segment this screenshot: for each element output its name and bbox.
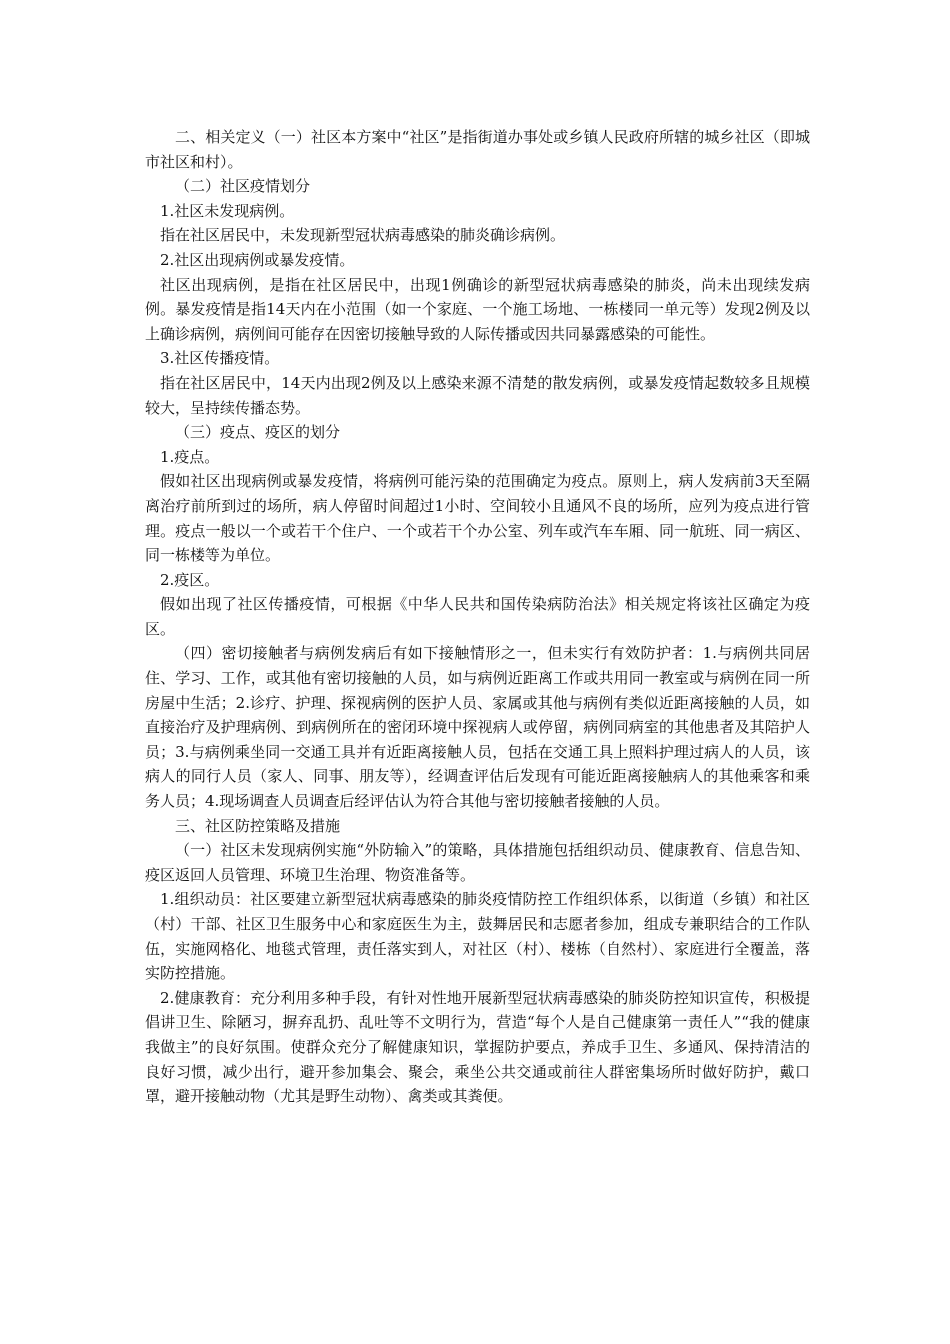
paragraph: 三、社区防控策略及措施 [175, 816, 341, 835]
paragraph: 指在社区居民中，未发现新型冠状病毒感染的肺炎确诊病例。 [160, 226, 566, 245]
paragraph: 指在社区居民中，14天内出现2例及以上感染来源不清楚的散发病例，或暴发疫情起数较多且规模较大，呈持续传播态势。 [145, 373, 810, 417]
paragraph: （三）疫点、疫区的划分 [175, 423, 341, 442]
document-body [145, 125, 810, 1109]
paragraph: 2.社区出现病例或暴发疫情。 [160, 250, 355, 269]
paragraph: 1.组织动员：社区要建立新型冠状病毒感染的肺炎疫情防控工作组织体系，以街道（乡镇）和社区（村）干部、社区卫生服务中心和家庭医生为主，鼓舞居民和志愿者参加，组成专兼职结合的工作队伍，实施网格化、地毯式管理，责任落实到人，对社区（村）、楼栋（自然村）、家庭进行全覆盖，落实防控措施。 [145, 890, 810, 983]
paragraph: 3.社区传播疫情。 [160, 349, 280, 368]
paragraph: 1.社区未发现病例。 [160, 201, 295, 220]
paragraph: （二）社区疫情划分 [175, 177, 311, 196]
paragraph: 2.健康教育：充分利用多种手段，有针对性地开展新型冠状病毒感染的肺炎防控知识宣传，积极提倡讲卫生、除陋习，摒弃乱扔、乱吐等不文明行为，营造“每个人是自己健康第一责任人”“我的健康我做主”的良好氛围。使群众充分了解健康知识，掌握防护要点，养成手卫生、多通风、保持清洁的良好习惯，减少出行，避开参加集会、聚会，乘坐公共交通或前往人群密集场所时做好防护，戴口罩，避开接触动物（尤其是野生动物）、禽类或其粪便。 [145, 988, 810, 1106]
paragraph: （一）社区未发现病例实施“外防输入”的策略，具体措施包括组织动员、健康教育、信息告知、疫区返回人员管理、环境卫生治理、物资准备等。 [145, 841, 810, 884]
paragraph: 社区出现病例，是指在社区居民中，出现1例确诊的新型冠状病毒感染的肺炎，尚未出现续发病例。暴发疫情是指14天内在小范围（如一个家庭、一个施工场地、一栋楼同一单元等）发现2例及以上确诊病例，病例间可能存在因密切接触导致的人际传播或因共同暴露感染的可能性。 [145, 275, 810, 343]
paragraph: 假如社区出现病例或暴发疫情，将病例可能污染的范围确定为疫点。原则上，病人发病前3天至隔离治疗前所到过的场所，病人停留时间超过1小时、空间较小且通风不良的场所，应列为疫点进行管理。疫点一般以一个或若干个住户、一个或若干个办公室、列车或汽车车厢、同一航班、同一病区、同一栋楼等为单位。 [145, 472, 810, 565]
paragraph: （四）密切接触者与病例发病后有如下接触情形之一，但未实行有效防护者：1.与病例共同居住、学习、工作，或其他有密切接触的人员，如与病例近距离工作或共用同一教室或与病例在同一所房屋中生活；2.诊疗、护理、探视病例的医护人员、家属或其他与病例有类似近距离接触的人员，如直接治疗及护理病例、到病例所在的密闭环境中探视病人或停留，病例同病室的其他患者及其陪护人员；3.与病例乘坐同一交通工具并有近距离接触人员，包括在交通工具上照料护理过病人的人员，该病人的同行人员（家人、同事、朋友等），经调查评估后发现有可能近距离接触病人的其他乘客和乘务人员；4.现场调查人员调查后经评估认为符合其他与密切接触者接触的人员。 [145, 644, 810, 811]
paragraph: 二、相关定义（一）社区本方案中“社区”是指街道办事处或乡镇人民政府所辖的城乡社区（即城市社区和村）。 [145, 128, 810, 171]
paragraph: 假如出现了社区传播疫情，可根据《中华人民共和国传染病防治法》相关规定将该社区确定为疫区。 [145, 595, 810, 638]
paragraph: 1.疫点。 [160, 447, 220, 466]
paragraph: 2.疫区。 [160, 570, 220, 589]
